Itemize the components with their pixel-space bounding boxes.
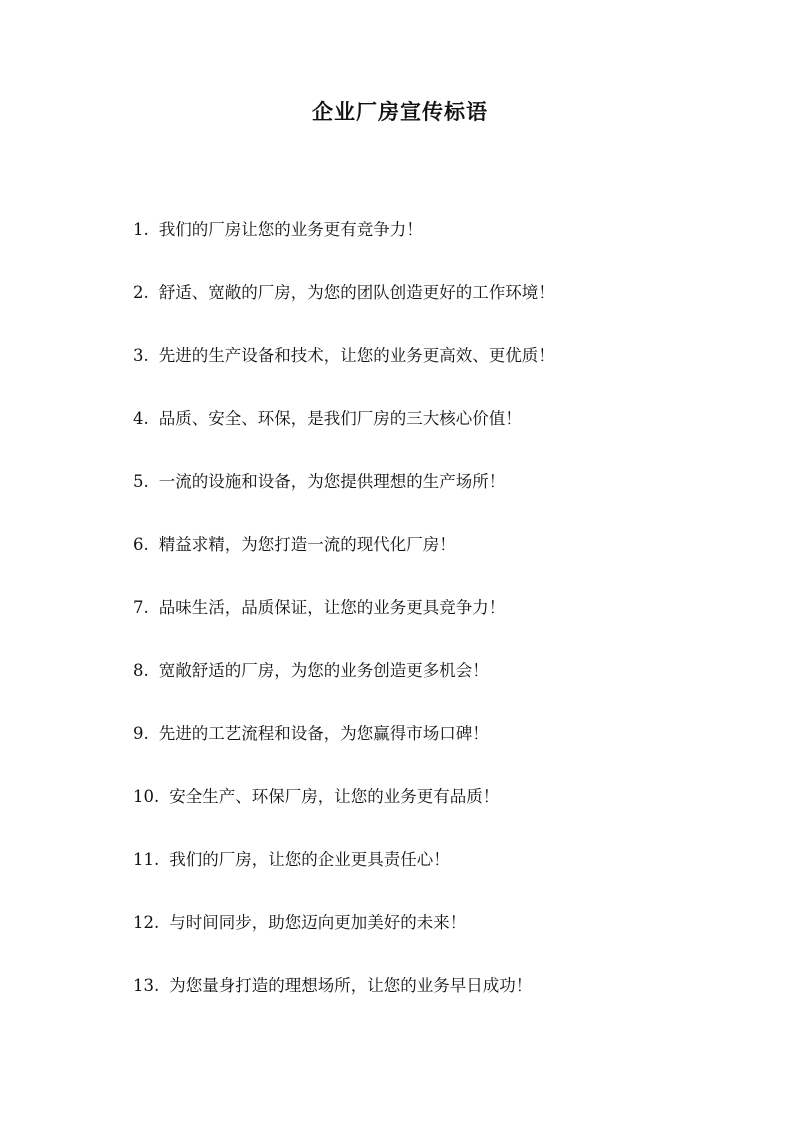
list-item [133, 466, 753, 529]
document-title: 企业厂房宣传标语 [312, 99, 488, 124]
list-item [133, 403, 753, 466]
list-item [133, 529, 753, 592]
item-text: 与时间同步，助您迈向更加美好的未来！ [169, 913, 467, 932]
list-item [133, 970, 753, 1033]
item-number: 9. [133, 724, 149, 743]
item-number: 1. [133, 220, 149, 239]
item-text: 为您量身打造的理想场所，让您的业务早日成功！ [169, 976, 533, 995]
list-item [133, 781, 753, 844]
item-number: 8. [133, 661, 149, 680]
list-item [133, 340, 753, 403]
list-item [133, 907, 753, 970]
item-text: 宽敞舒适的厂房，为您的业务创造更多机会！ [158, 661, 489, 680]
list-item [133, 277, 753, 340]
list-item [133, 655, 753, 718]
item-number: 12. [133, 913, 160, 932]
item-number: 13. [133, 976, 160, 995]
item-text: 精益求精，为您打造一流的现代化厂房！ [158, 535, 456, 554]
item-number: 4. [133, 409, 149, 428]
item-number: 6. [133, 535, 149, 554]
item-text: 先进的生产设备和技术，让您的业务更高效、更优质！ [158, 346, 555, 365]
list-item [133, 592, 753, 655]
item-text: 我们的厂房，让您的企业更具责任心！ [169, 850, 450, 869]
item-text: 安全生产、环保厂房，让您的业务更有品质！ [169, 787, 500, 806]
item-number: 10. [133, 787, 160, 806]
item-text: 品质、安全、环保，是我们厂房的三大核心价值！ [158, 409, 522, 428]
list-item [133, 718, 753, 781]
item-text: 一流的设施和设备，为您提供理想的生产场所！ [158, 472, 506, 491]
item-number: 3. [133, 346, 149, 365]
item-text: 品味生活，品质保证，让您的业务更具竞争力！ [158, 598, 506, 617]
item-number: 5. [133, 472, 149, 491]
list-item [133, 844, 753, 907]
slogan-list [133, 214, 753, 1033]
item-number: 7. [133, 598, 149, 617]
list-item [133, 214, 753, 277]
item-text: 我们的厂房让您的业务更有竞争力！ [158, 220, 423, 239]
item-number: 11. [133, 850, 160, 869]
item-text: 先进的工艺流程和设备，为您赢得市场口碑！ [158, 724, 489, 743]
item-text: 舒适、宽敞的厂房，为您的团队创造更好的工作环境！ [158, 283, 555, 302]
item-number: 2. [133, 283, 149, 302]
